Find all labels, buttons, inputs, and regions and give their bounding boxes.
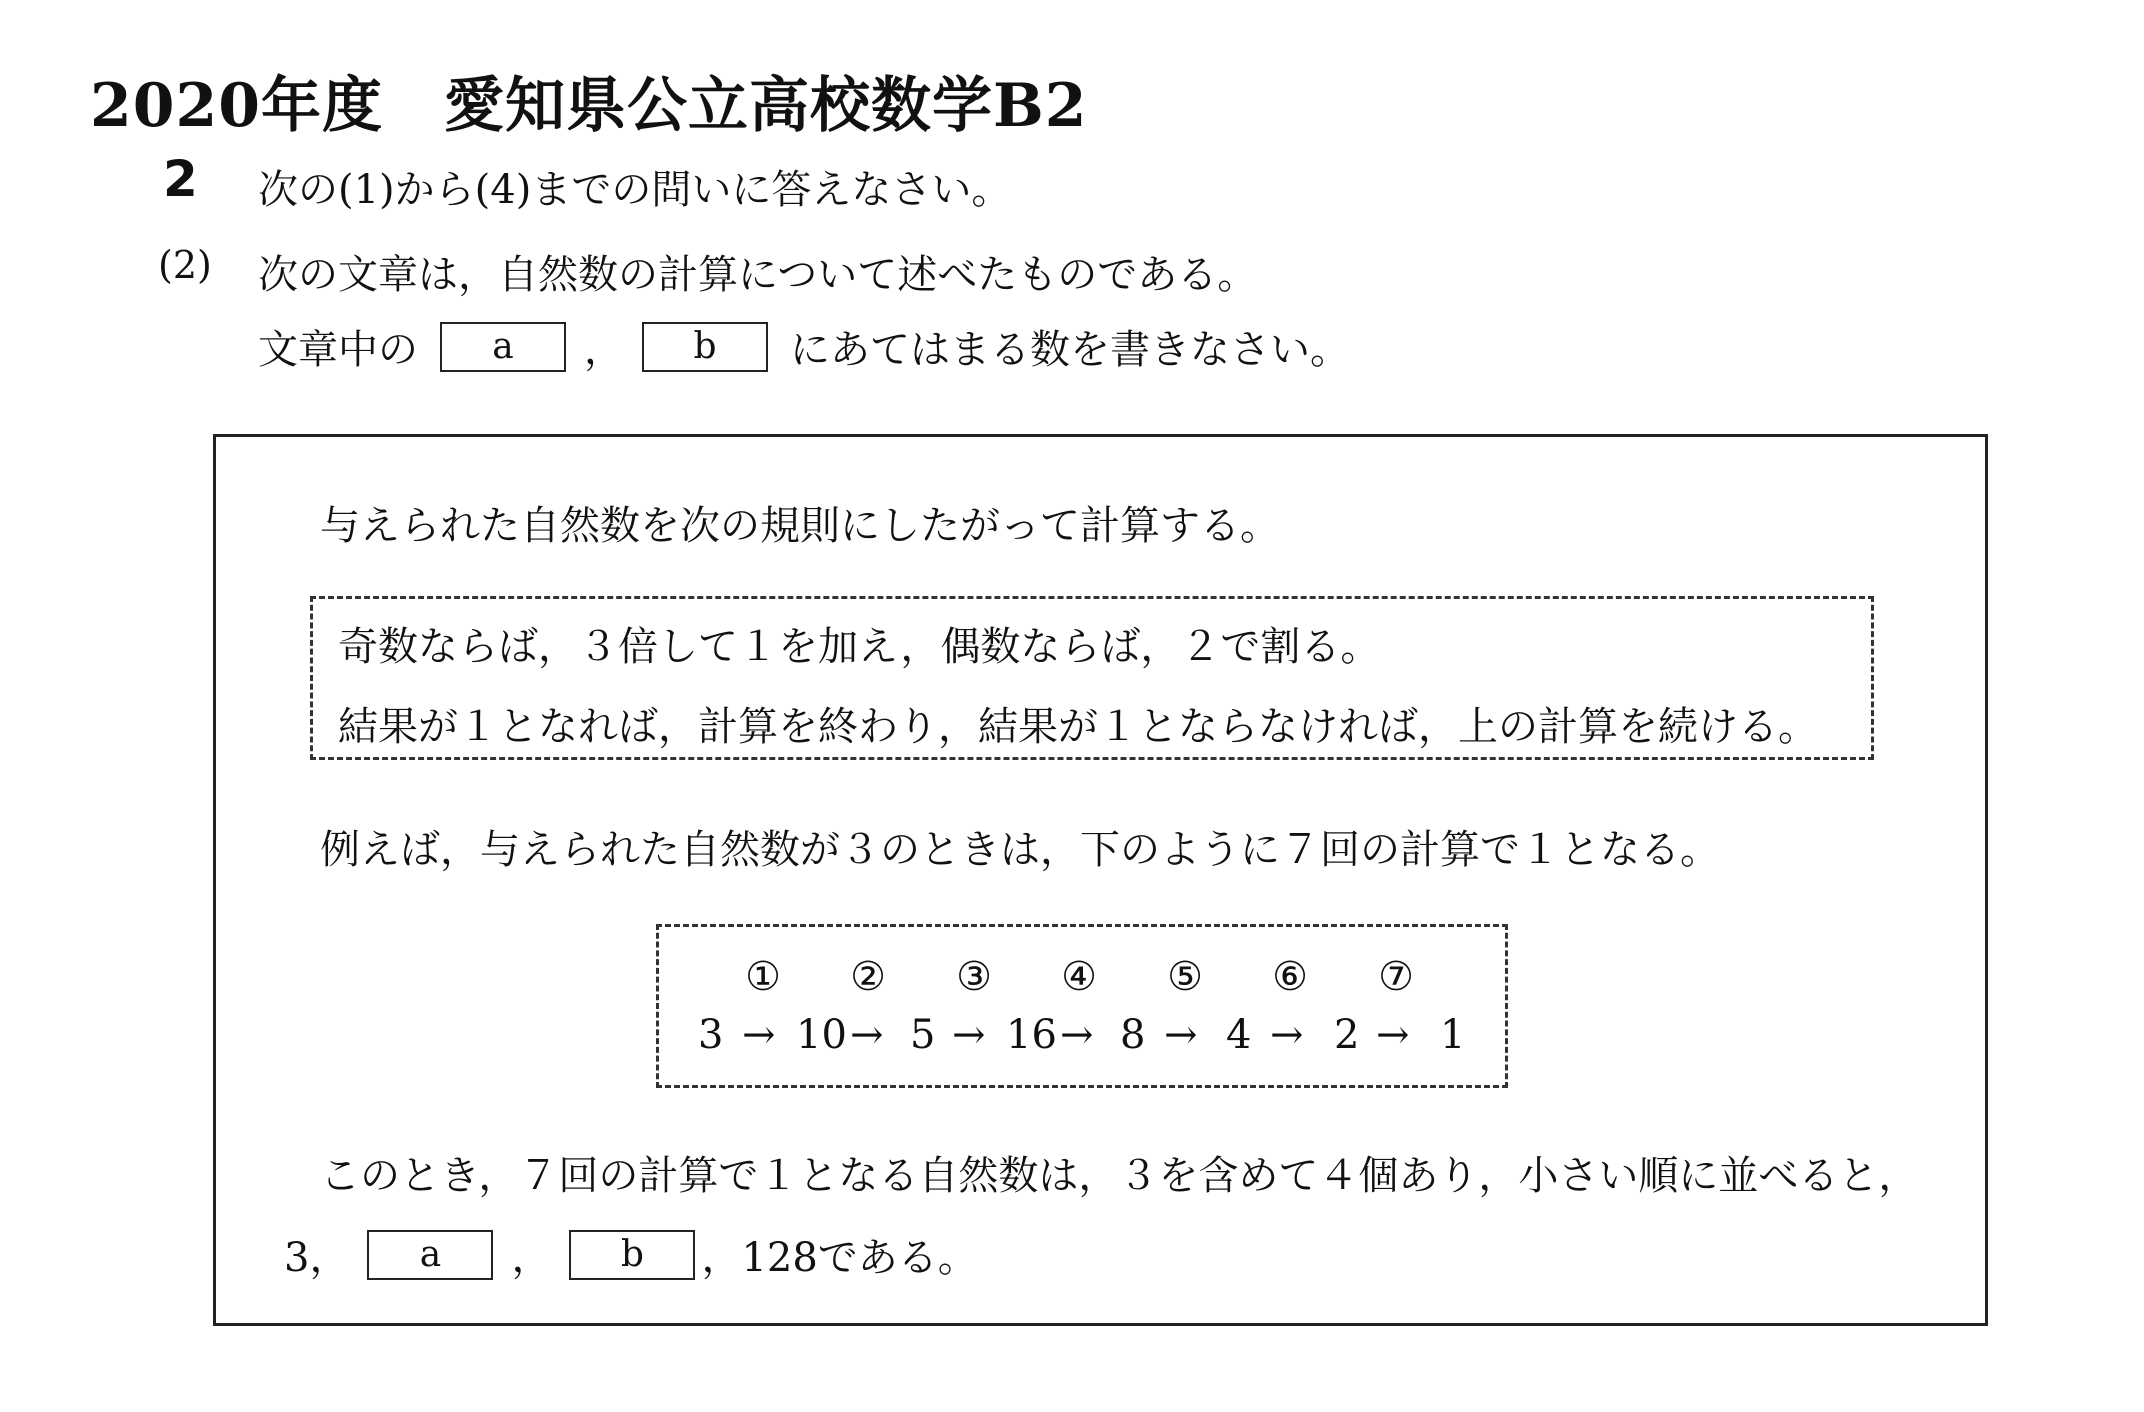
sequence-arrow: → <box>1376 1012 1410 1058</box>
sequence-value: 2 <box>1334 1012 1360 1058</box>
instruction-after: にあてはまる数を書きなさい。 <box>790 327 1350 373</box>
step-marker: ⑥ <box>1272 954 1308 1000</box>
rule-line-1: 奇数ならば，３倍して１を加え，偶数ならば，２で割る。 <box>338 624 1381 670</box>
step-marker: ⑤ <box>1167 954 1203 1000</box>
instruction-line <box>258 318 1350 375</box>
step-marker: ② <box>850 954 886 1000</box>
sub-question-number: (2) <box>158 243 212 287</box>
sequence-value: 8 <box>1120 1012 1146 1058</box>
step-marker: ① <box>745 954 781 1000</box>
answer-start: 3， <box>284 1235 350 1281</box>
answer-end: ，128である。 <box>701 1235 978 1281</box>
sequence-arrow: → <box>1164 1012 1198 1058</box>
sequence-arrow: → <box>1270 1012 1304 1058</box>
step-marker: ⑦ <box>1378 954 1414 1000</box>
blank-b-box: b <box>642 322 768 372</box>
sequence-arrow: → <box>952 1012 986 1058</box>
sequence-arrow: → <box>1060 1012 1094 1058</box>
sequence-value: 10 <box>796 1012 847 1058</box>
page-title: 2020年度 愛知県公立高校数学B2 <box>90 71 1088 141</box>
answer-line <box>284 1226 978 1283</box>
sequence-value: 16 <box>1006 1012 1057 1058</box>
answer-blank-a: a <box>367 1230 493 1280</box>
sequence-value: 4 <box>1226 1012 1252 1058</box>
blank-a-box: a <box>440 322 566 372</box>
example-text: 例えば，与えられた自然数が３のときは，下のように７回の計算で１となる。 <box>320 827 1720 873</box>
sequence-value: 3 <box>698 1012 724 1058</box>
sequence-arrow: → <box>742 1012 776 1058</box>
rule-line-2: 結果が１となれば，計算を終わり，結果が１とならなければ，上の計算を続ける。 <box>338 704 1818 750</box>
comma: ， <box>511 1235 552 1281</box>
sequence-value: 1 <box>1440 1012 1466 1058</box>
conclusion-text: このとき，７回の計算で１となる自然数は，３を含めて４個あり，小さい順に並べると， <box>320 1153 1919 1199</box>
answer-blank-b: b <box>569 1230 695 1280</box>
rule-intro: 与えられた自然数を次の規則にしたがって計算する。 <box>320 503 1280 549</box>
sequence-box <box>656 924 1508 1088</box>
sequence-arrow: → <box>850 1012 884 1058</box>
question-intro: 次の(1)から(4)までの問いに答えなさい。 <box>258 167 1012 213</box>
question-number: 2 <box>163 150 198 208</box>
step-marker: ③ <box>956 954 992 1000</box>
instruction-before: 文章中の <box>258 327 418 373</box>
step-marker: ④ <box>1061 954 1097 1000</box>
sequence-value: 5 <box>910 1012 936 1058</box>
comma: ， <box>584 327 624 373</box>
sub-question-text: 次の文章は，自然数の計算について述べたものである。 <box>258 252 1258 298</box>
